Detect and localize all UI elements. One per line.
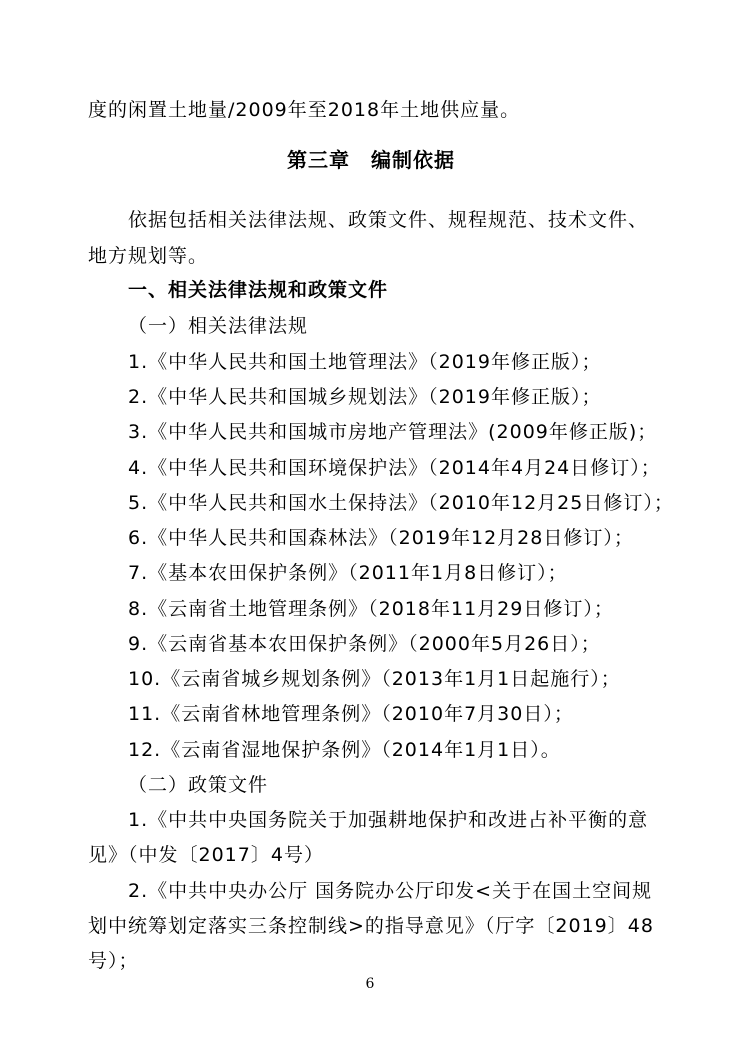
list-item: 4.《中华人民共和国环境保护法》（2014年4月24日修订）； [128,457,661,479]
list-item: 7.《基本农田保护条例》（2011年1月8日修订）； [128,562,568,584]
list-item-continuation: 号）； [88,950,139,972]
list-item: 5.《中华人民共和国水土保持法》（2010年12月25日修订）； [128,492,674,514]
list-item: 12.《云南省湿地保护条例》（2014年1月1日）。 [128,739,561,761]
list-item: 1.《中共中央国务院关于加强耕地保护和改进占补平衡的意 [128,809,649,831]
list-item-continuation: 划中统筹划定落实三条控制线>的指导意见》（厅字〔2019〕48 [88,915,654,937]
list-item: 2.《中华人民共和国城乡规划法》（2019年修正版）； [128,386,602,408]
section-heading: 一、相关法律法规和政策文件 [128,279,389,301]
paragraph-line: 依据包括相关法律法规、政策文件、规程规范、技术文件、 [128,209,649,231]
list-item: 10.《云南省城乡规划条例》（2013年1月1日起施行）； [128,668,621,690]
subsection-heading: （一）相关法律法规 [128,315,309,337]
chapter-title: 第三章 编制依据 [287,148,455,172]
list-item: 2.《中共中央办公厅 国务院办公厅印发<关于在国土空间规 [128,880,653,902]
subsection-heading: （二）政策文件 [128,774,269,796]
paragraph-line: 地方规划等。 [88,245,209,267]
list-item: 11.《云南省林地管理条例》（2010年7月30日）； [128,703,574,725]
list-item-continuation: 见》（中发〔2017〕4号） [88,844,324,866]
text-line: 度的闲置土地量/2009年至2018年土地供应量。 [88,99,521,121]
list-item: 8.《云南省土地管理条例》（2018年11月29日修订）； [128,598,614,620]
list-item: 9.《云南省基本农田保护条例》（2000年5月26日）； [128,633,601,655]
list-item: 6.《中华人民共和国森林法》（2019年12月28日修订）； [128,527,634,549]
list-item: 3.《中华人民共和国城市房地产管理法》(2009年修正版)； [128,421,658,443]
page-number: 6 [365,976,375,992]
list-item: 1.《中华人民共和国土地管理法》（2019年修正版）； [128,351,602,373]
